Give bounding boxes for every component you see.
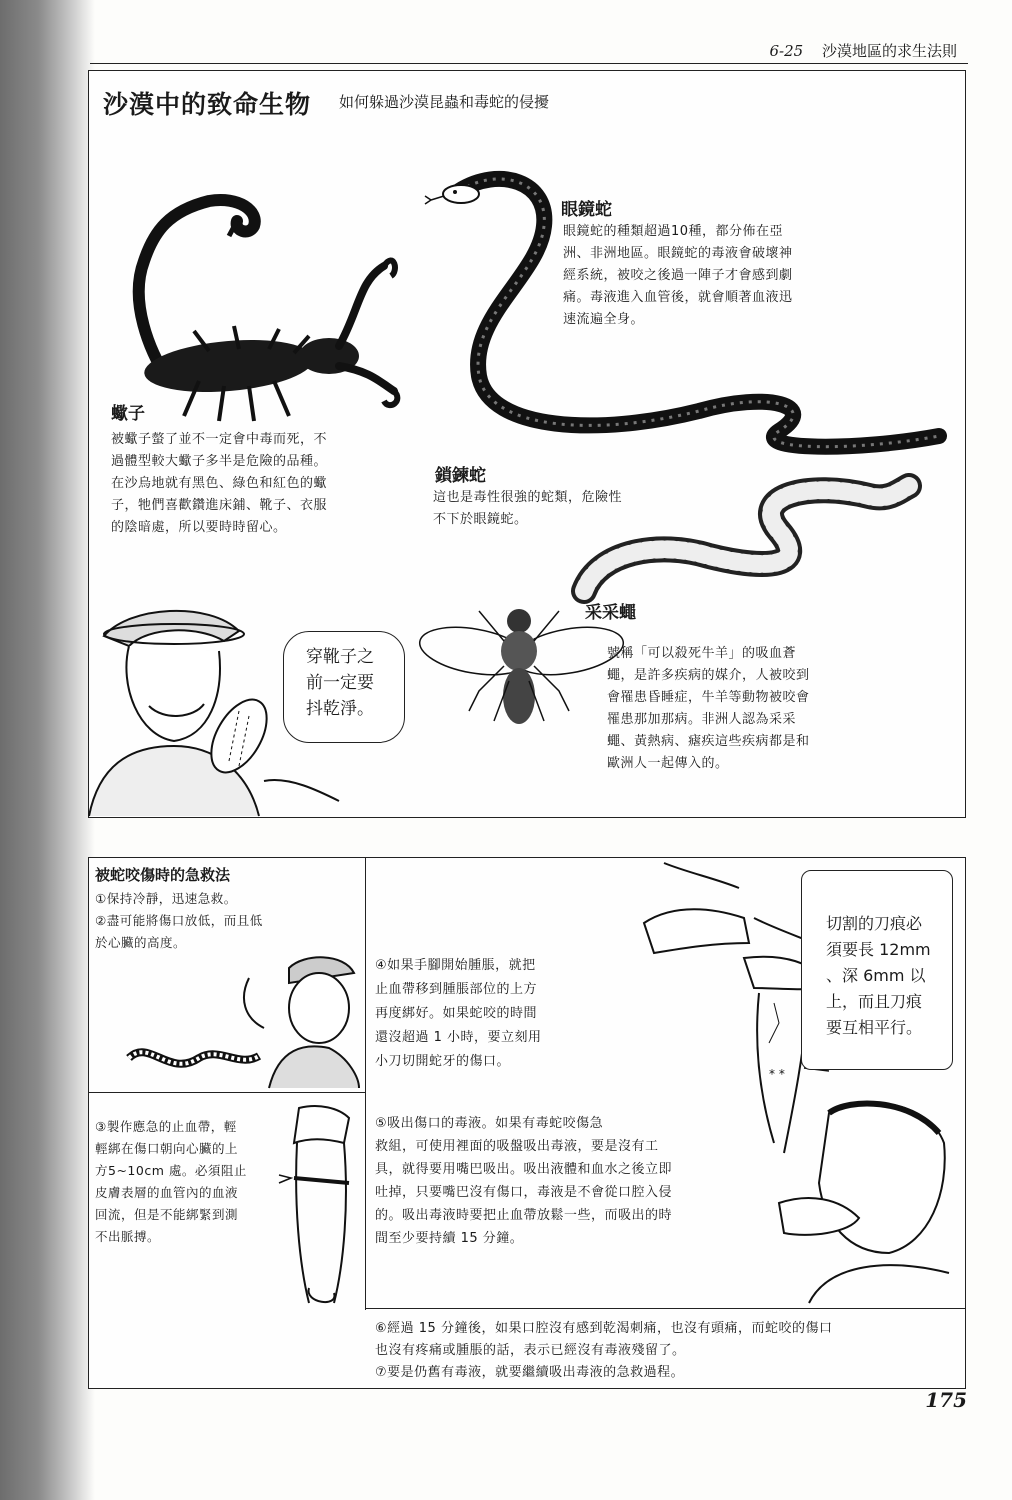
scorpion-text (111, 429, 327, 539)
incision-note-line: 上，而且刀痕 (826, 992, 923, 1011)
snakebite-first-aid-panel (88, 857, 966, 1389)
step-3-line: 回流，但是不能綁緊到測 (95, 1207, 239, 1222)
incision-note-line: 要互相平行。 (826, 1018, 923, 1037)
incision-note-line: 切割的刀痕必 (826, 914, 923, 933)
speech-bubble (283, 631, 405, 743)
panel-title: 沙漠中的致命生物 (103, 90, 312, 119)
step-6-line: 也沒有疼痛或腫脹的話，表示已經沒有毒液殘留了。 (375, 1343, 686, 1358)
step-2-line: 於心臟的高度。 (95, 935, 187, 950)
scorpion-line: 過體型較大蠍子多半是危險的品種。 (111, 454, 328, 469)
saw-scaled-viper-illustration (579, 471, 919, 601)
scorpion-line: 被蠍子螫了並不一定會中毒而死，不 (111, 432, 328, 447)
viper-text (433, 487, 622, 531)
step-3 (95, 1116, 247, 1248)
step-5-line: ⑤吸出傷口的毒液。如果有毒蛇咬傷急 (375, 1116, 604, 1131)
step-4-line: 再度綁好。如果蛇咬的時間 (375, 1006, 538, 1021)
step-3-line: ③製作應急的止血帶，輕 (95, 1119, 237, 1134)
step-5-line: 吐掉，只要嘴巴沒有傷口，毒液是不會從口腔入侵 (375, 1185, 673, 1200)
cobra-heading: 眼鏡蛇 (561, 200, 612, 220)
page-number: 175 (925, 1388, 967, 1412)
step-6-line: ⑥經過 15 分鐘後，如果口腔沒有感到乾渴刺痛，也沒有頭痛，而蛇咬的傷口 (375, 1321, 833, 1336)
step-4 (375, 954, 542, 1074)
panel-subtitle: 如何躲過沙漠昆蟲和毒蛇的侵擾 (339, 93, 550, 111)
first-aid-heading: 被蛇咬傷時的急救法 (95, 866, 231, 884)
tsetse-fly-illustration (419, 591, 619, 751)
step-3-line: 輕綁在傷口朝向心臟的上 (95, 1141, 239, 1156)
tsetse-line: 罹患那加那病。非洲人認為采采 (607, 712, 797, 727)
step-5 (375, 1112, 672, 1250)
tsetse-line: 蠅、黃熱病、瘧疾這些疾病都是和 (607, 734, 810, 749)
deadly-creatures-panel (88, 70, 966, 818)
step-5-line: 救組，可使用裡面的吸盤吸出毒液，要是沒有工 (375, 1139, 659, 1154)
scorpion-line: 的陰暗處，所以要時時留心。 (111, 520, 287, 535)
panicked-soldier-illustration (129, 938, 359, 1088)
sucking-venom-illustration (769, 1093, 959, 1303)
step-5-line: 間至少要持續 15 分鐘。 (375, 1231, 524, 1246)
incision-note-line: 、深 6mm 以 (826, 966, 926, 985)
step-3-line: 方5~10cm 處。必須阻止 (95, 1163, 247, 1178)
header-rule (90, 63, 968, 64)
tsetse-line: 蠅，是許多疾病的媒介，人被咬到 (607, 668, 810, 683)
step-2-line: ②盡可能將傷口放低，而且低 (95, 913, 263, 928)
scorpion-line: 在沙烏地就有黑色、綠色和紅色的蠍 (111, 476, 328, 491)
steps-6-7 (375, 1318, 832, 1384)
step-3-line: 不出脈搏。 (95, 1229, 161, 1244)
tsetse-heading: 采采蠅 (585, 603, 636, 623)
viper-heading: 鎖鍊蛇 (435, 466, 486, 486)
panel-divider (89, 1092, 366, 1093)
scan-gutter-shadow (0, 0, 95, 1500)
scorpion-illustration (109, 181, 399, 421)
section-number: 6-25 (769, 42, 804, 60)
step-7: ⑦要是仍舊有毒液，就要繼續吸出毒液的急救過程。 (375, 1365, 685, 1380)
scorpion-heading: 蠍子 (111, 404, 145, 424)
tsetse-text (607, 643, 810, 775)
step-4-line: 止血帶移到腫脹部位的上方 (375, 982, 538, 997)
section-title: 沙漠地區的求生法則 (821, 42, 957, 60)
speech-line: 抖乾淨。 (306, 699, 374, 719)
tsetse-line: 會罹患昏睡症，牛羊等動物被咬會 (607, 690, 810, 705)
running-head (770, 40, 958, 61)
cobra-line: 速流遍全身。 (563, 312, 645, 327)
step-4-line: ④如果手腳開始腫脹，就把 (375, 958, 536, 973)
step-3-line: 皮膚表層的血管內的血液 (95, 1185, 239, 1200)
tsetse-line: 歐洲人一起傳入的。 (607, 756, 729, 771)
cobra-line: 洲、非洲地區。眼鏡蛇的毒液會破壞神 (563, 246, 793, 261)
step-4-line: 小刀切開蛇牙的傷口。 (375, 1054, 511, 1069)
scorpion-line: 子，牠們喜歡鑽進床鋪、靴子、衣服 (111, 498, 328, 513)
incision-note-line: 須要長 12mm (826, 940, 931, 959)
step-1: ①保持冷靜，迅速急救。 (95, 891, 237, 906)
panel-divider (365, 858, 366, 1310)
speech-line: 穿靴子之 (306, 647, 374, 667)
step-5-line: 具，就得要用嘴巴吸出。吸出液體和血水之後立即 (375, 1162, 673, 1177)
step-5-line: 的。吸出毒液時要把止血帶放鬆一些，而吸出的時 (375, 1208, 673, 1223)
step-4-line: 還沒超過 1 小時，要立刻用 (375, 1030, 542, 1045)
panel-divider (365, 1308, 965, 1309)
incision-note (801, 870, 953, 1070)
viper-line: 這也是毒性很強的蛇類，危險性 (433, 490, 623, 505)
cobra-line: 痛。毒液進入血管後，就會順著血液迅 (563, 290, 793, 305)
tourniquet-arm-illustration (279, 1103, 364, 1313)
tsetse-line: 號稱「可以殺死牛羊」的吸血蒼 (607, 646, 797, 661)
viper-line: 不下於眼鏡蛇。 (433, 512, 528, 527)
svg-text:* *: * * (769, 1067, 785, 1081)
cobra-line: 眼鏡蛇的種類超過10種，都分佈在亞 (563, 224, 784, 239)
cobra-text (563, 221, 793, 331)
speech-line: 前一定要 (306, 673, 374, 693)
cobra-line: 經系統，被咬之後過一陣子才會感到劇 (563, 268, 793, 283)
